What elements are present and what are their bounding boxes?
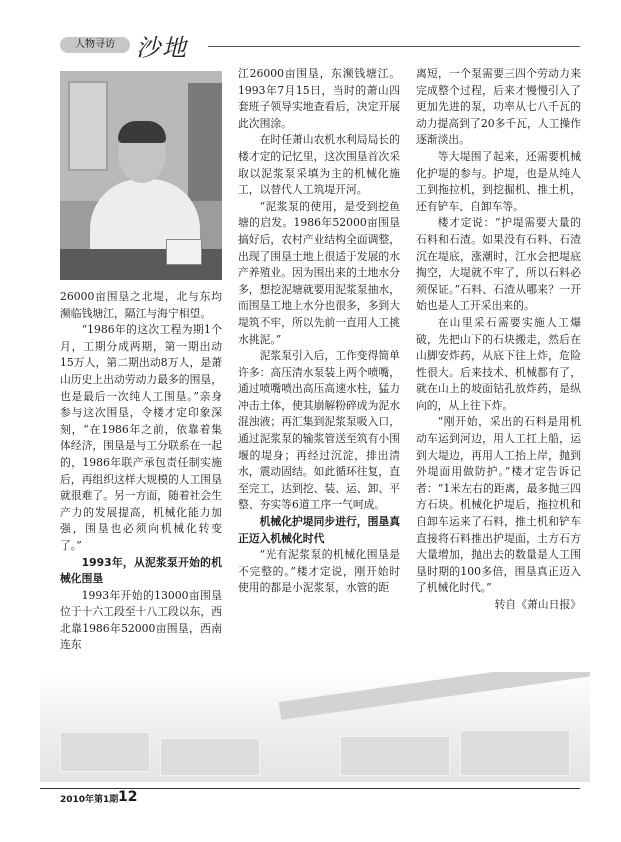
- article-column-2: [238, 66, 400, 597]
- paragraph: 泥浆泵引入后，工作变得简单许多：高压清水泵装上两个喷嘴，通过喷嘴喷出高压高速水柱，猛力冲击土体，使其崩解粉碎成为泥水混浊液；再汇集到泥浆泵吸入口，通过泥浆泵的输浆管送至筑有小围堰的堤身；再经过沉淀，排出清水，震动固结。如此循环往复，直至完工，达到挖、装、运、卸、平整、夯实等6道工序一气呵成。: [238, 349, 400, 512]
- illustration-field: [60, 732, 150, 772]
- page-number: 12: [118, 789, 138, 805]
- portrait-photo: [60, 71, 222, 280]
- paragraph: 在时任萧山农机水利局局长的楼才定的记忆里，这次围垦首次采取以泥浆泵采填为主的机械化施工，以替代人工筑堤开河。: [238, 133, 400, 197]
- illustration-field: [460, 730, 570, 776]
- header-rule: [208, 46, 580, 47]
- section-heading: 1993年，从泥浆泵开始的机械化围垦: [60, 555, 222, 586]
- page-header: [40, 34, 580, 62]
- paragraph: 26000亩围垦之北堤，北与东均濒临钱塘江，隔江与海宁相望。: [60, 290, 222, 320]
- paragraph: 楼才定说：“护堤需要大量的石料和石渣。如果没有石料、石渣沉在堤底，涨潮时，江水会把堤底掏空，大堤就不牢了，所以石料必须保证。”石料、石渣从哪来？一开始也是人工开采出来的。: [416, 216, 581, 313]
- section-tag: 人物寻访: [60, 37, 130, 53]
- page-footer: [40, 788, 580, 806]
- paragraph: 等大堤围了起来，还需要机械化护堤的参与。护堤，也是从纯人工到拖拉机，到挖掘机、推土机，还有铲车、自卸车等。: [416, 149, 581, 213]
- article-column-3: [416, 66, 581, 614]
- photo-window: [68, 81, 108, 171]
- paragraph: “泥浆泵的使用，是受到挖鱼塘的启发。1986年52000亩围垦搞好后，农村产业结构全面调整，出现了围垦土地上很适于发展的水产养殖业。因为围出来的土地水分多，想挖泥塘就要用泥浆泵抽水，而围垦工地上水分也很多，多到大堤筑不牢，所以先前一直用人工挑水挑泥。”: [238, 199, 400, 346]
- paragraph: “刚开始，采出的石料是用机动车运到河边，用人工扛上船，运到大堤边，再用人工抬上岸，抛到外堤面用做防护。”楼才定告诉记者：“1米左右的距离，最多抛三四方石块。机械化护堤后，拖拉机和自卸车运来了石料，推土机和铲车直接将石料推出护堤面，土方石方大量增加，抛出去的数量是人工围垦时期的100多倍，围垦真正迈入了机械化时代。”: [416, 415, 581, 595]
- photo-desk-box: [166, 239, 202, 265]
- landscape-illustration: [40, 672, 590, 782]
- paragraph: 在山里采石需要实施人工爆破，先把山下的石块搬走，然后在山脚安炸药，从底下往上炸，危险性很大。后来技术、机械都有了，就在山上的坡面钻孔放炸药，是纵向的，从上往下炸。: [416, 315, 581, 412]
- illustration-field: [160, 738, 260, 776]
- source-credit: 转自《萧山日报》: [494, 598, 581, 611]
- issue-number: 2010年第1期: [60, 795, 119, 805]
- photo-shelf: [188, 83, 222, 201]
- paragraph: 离短，一个泵需要三四个劳动力来完成整个过程，后来才慢慢引入了更加先进的泵，功率从七八千瓦的动力提高到了20多千瓦，人工操作逐渐淡出。: [416, 67, 581, 147]
- paragraph: “1986年的这次工程为期1个月，工期分成两期，第一期出动15万人，第二期出动8万人，是萧山历史上出动劳动力最多的围垦，也是最后一次纯人工围垦。”亲身参与这次围垦，令楼才定印象深刻，“在1986年之前，依靠着集体经济，围垦是与工分联系在一起的，1986年联产承包责任制实施后，再组织这样大规模的人工围垦就很难了。另一方面，随着社会生产力的发展提高，机械化能力加强，围垦也必须向机械化转变了。”: [60, 323, 222, 552]
- section-heading: 机械化护堤同步进行，围垦真正迈入机械化时代: [238, 515, 400, 545]
- paragraph: “光有泥浆泵的机械化围垦是不完整的。”楼才定说，刚开始时使用的都是小泥浆泵，水管的距: [238, 548, 400, 595]
- photo-person-hair: [118, 121, 166, 143]
- article-column-1: [60, 289, 222, 654]
- paragraph: 1993年开始的13000亩围垦位于十六工段至十八工段以东，西北靠1986年52000亩围垦，西南连东: [60, 588, 222, 652]
- paragraph: 江26000亩围垦，东濒钱塘江。1993年7月15日，当时的萧山四套班子领导实地查看后，决定开展此次围涂。: [238, 67, 400, 130]
- illustration-field: [340, 736, 450, 776]
- magazine-brand: 沙地: [136, 34, 188, 62]
